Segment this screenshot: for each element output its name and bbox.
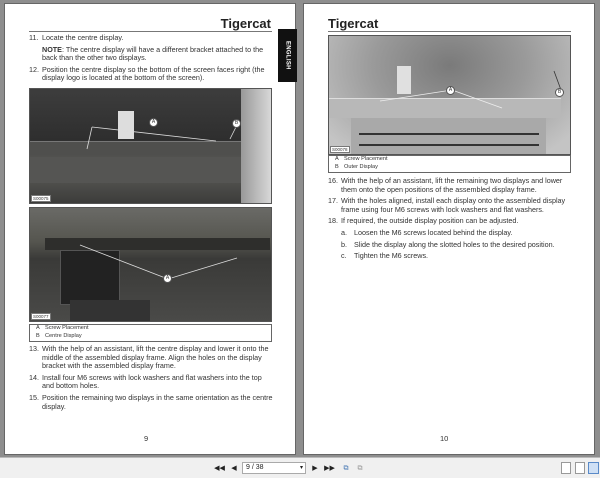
two-page-view-icon[interactable] <box>588 462 599 474</box>
right-page <box>303 3 595 455</box>
chevron-down-icon[interactable]: ▾ <box>299 465 303 471</box>
step: 11. Locate the centre display. <box>29 33 124 42</box>
figure-code: S00077 <box>33 314 49 319</box>
step: 16. With the help of an assistant, lift the remaining two displays and lower them onto the open positions of the assembled display frame. <box>328 176 563 194</box>
figure-screw-placement <box>29 207 272 322</box>
step: 18. If required, the outside display position can be adjusted. <box>328 216 519 226</box>
callout-b: B <box>555 88 564 97</box>
figure-legend: A Screw Placement B Outer Display <box>328 155 571 173</box>
steps-bottom <box>29 345 274 414</box>
continuous-view-icon[interactable] <box>575 462 585 474</box>
brand-logo: Tigercat <box>328 16 379 31</box>
page-number: 10 <box>440 434 449 443</box>
last-page-icon[interactable]: ▶▶ <box>324 465 335 472</box>
figure-code: S00075 <box>33 196 49 201</box>
brand-logo: Tigercat <box>220 16 271 31</box>
step: 15. Position the remaining two displays in the same orientation as the centre display. <box>29 392 273 411</box>
substep: a. Loosen the M6 screws located behind the display. <box>341 227 513 237</box>
first-page-icon[interactable]: ◀◀ <box>214 465 225 472</box>
figure-centre-display-bracket <box>29 88 272 204</box>
figure-code: S00078 <box>332 147 348 152</box>
step: 14. Install four M6 screws with lock washers and flat washers into the top and bottom holes. <box>29 372 262 391</box>
steps-top <box>29 34 274 86</box>
fit-width-icon[interactable]: ⧉ <box>357 465 363 472</box>
callout-b: B <box>232 119 241 128</box>
previous-page-icon[interactable]: ◀ <box>231 465 237 472</box>
figure-outer-display <box>328 35 571 155</box>
header-rule <box>328 31 571 32</box>
note: NOTE: The centre display will have a different bracket attached to the back than the other two displays. <box>42 44 264 63</box>
page-number: 9 <box>144 434 149 443</box>
step: 12. Position the centre display so the bottom of the screen faces right (the display logo is located at the bottom of the screen). <box>29 64 265 83</box>
figure-legend: A Screw Placement B Centre Display <box>29 324 272 342</box>
step: 17. With the holes aligned, install each display onto the assembled display frame using four M6 screws with lock washers and flat washers. <box>328 196 566 214</box>
callout-a: A <box>149 118 158 127</box>
fit-page-icon[interactable]: ⧉ <box>343 465 349 472</box>
page-number-input[interactable]: 9 / 38 ▾ <box>242 462 306 474</box>
substep: b. Slide the display along the slotted holes to the desired position. <box>341 239 555 249</box>
next-page-icon[interactable]: ▶ <box>312 465 318 472</box>
header-rule <box>29 31 272 32</box>
left-page <box>4 3 296 455</box>
callout-a: A <box>446 86 455 95</box>
step: 13. With the help of an assistant, lift the centre display and lower it onto the middle of the assembled display frame. Align the holes on the display bracket with the assembled display frame. <box>29 344 269 371</box>
viewer-toolbar <box>0 457 600 478</box>
single-page-view-icon[interactable] <box>561 462 571 474</box>
language-tab: ENGLISH <box>278 29 297 82</box>
callout-a: A <box>163 274 172 283</box>
substep: c. Tighten the M6 screws. <box>341 251 429 261</box>
steps <box>328 177 573 264</box>
